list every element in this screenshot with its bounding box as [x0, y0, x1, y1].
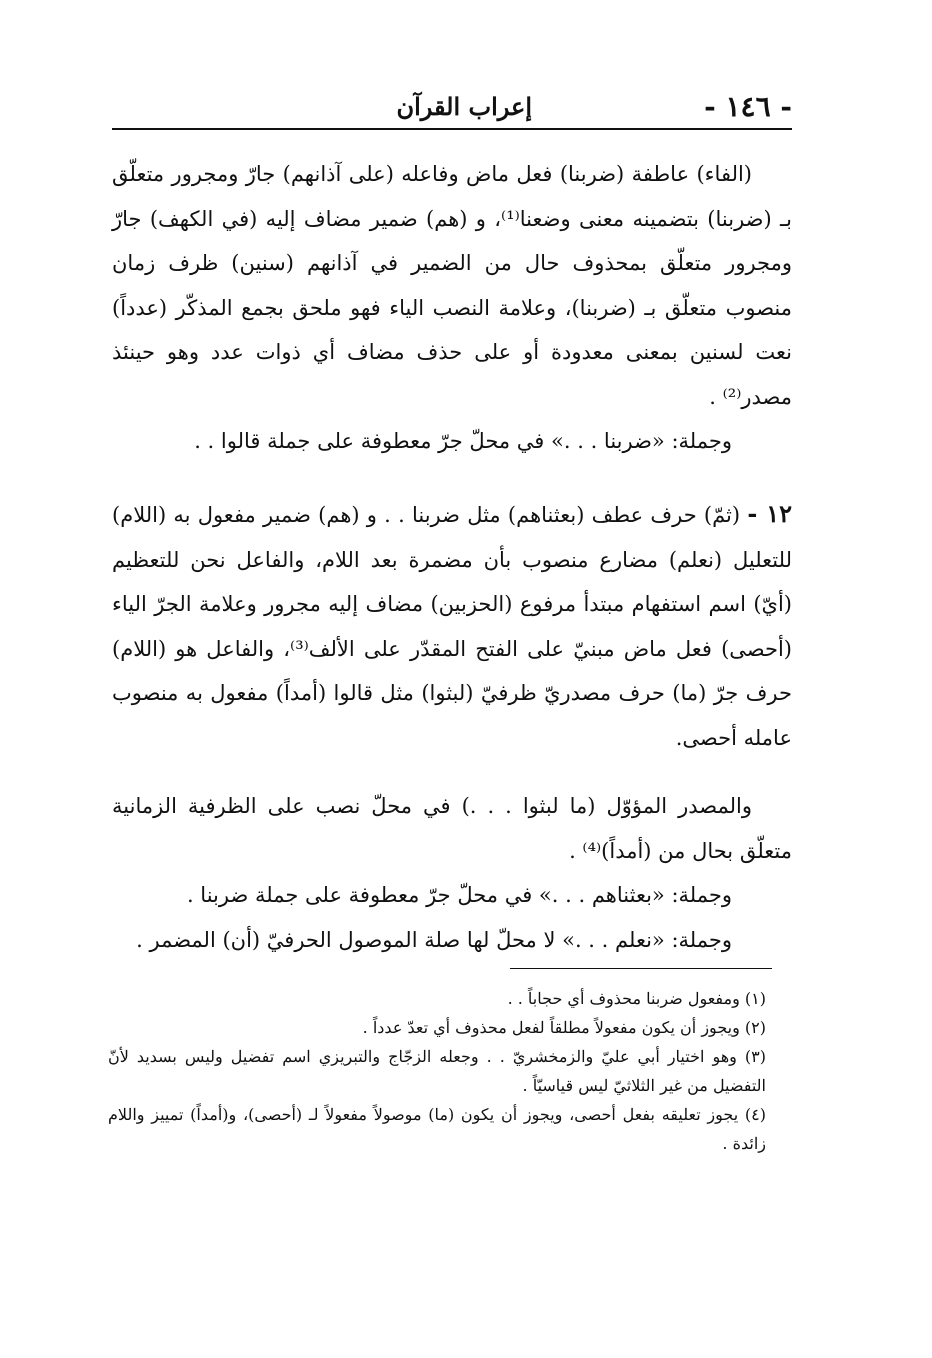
footnote: (٤) يجوز تعليقه بفعل أحصى، ويجوز أن يكون (ما) موصولاً مفعولاً لـ (أحصى)، و(أمداً) تمييز واللام زائدة .: [108, 1105, 766, 1153]
main-text-block-2: [112, 492, 792, 760]
verse-12-paragraph: [112, 492, 792, 760]
footnote-divider: [510, 968, 772, 969]
footnote: (٣) وهو اختيار أبي عليّ والزمخشريّ . . وجعله الزجّاج والتبريزي اسم تفضيل وليس بسديد لأنّ التفضيل من غير الثلاثيّ ليس قياسيّاً .: [108, 1047, 767, 1095]
verse-number: ١٢ -: [747, 499, 792, 528]
footnote: (١) ومفعول ضربنا محذوف أي حجاباً . .: [507, 989, 766, 1008]
main-text-block-1: [112, 152, 792, 464]
sentence-note: وجملة: «نعلم . . .» لا محلّ لها صلة الموصول الحرفيّ (أن) المضمر .: [136, 927, 732, 952]
paragraph: (الفاء) عاطفة (ضربنا) فعل ماض وفاعله (على آذانهم) جارّ ومجرور متعلّق بـ (ضربنا) بتضمينه معنى وضعنا⁽¹⁾، و (هم) ضمير مضاف إليه (في الكهف) جارّ ومجرور متعلّق بمحذوف حال من الضمير في آذانهم (سنين) ظرف زمان منصوب متعلّق بـ (ضربنا)، وعلامة النصب الياء فهو ملحق بجمع المذكّر (عدداً) نعت لسنين بمعنى معدودة أو على حذف مضاف أي ذوات عدد وهو حينئذ مصدر⁽²⁾ .: [112, 162, 793, 409]
footnotes: [108, 984, 794, 1158]
page-header: [112, 86, 792, 130]
paragraph: والمصدر المؤوّل (ما لبثوا . . .) في محلّ نصب على الظرفية الزمانية متعلّق بحال من (أمداً)⁽⁴⁾ .: [112, 794, 792, 863]
sentence-note: وجملة: «ضربنا . . .» في محلّ جرّ معطوفة على جملة قالوا . .: [194, 429, 732, 453]
page-number: - ١٤٦ -: [704, 90, 792, 123]
verse-12-text: (ثمّ) حرف عطف (بعثناهم) مثل ضربنا . . و (هم) ضمير مفعول به (اللام) للتعليل (نعلم) مضارع منصوب بأن مضمرة بعد اللام، والفاعل نحن للتعظيم (أيّ) اسم استفهام مبتدأ مرفوع (الحزبين) مضاف إليه مجرور وعلامة الجرّ الياء (أحصى) فعل ماض مبنيّ على الفتح المقدّر على الألف⁽³⁾، والفاعل هو (اللام) حرف جرّ (ما) حرف مصدريّ ظرفيّ (لبثوا) مثل قالوا (أمداً) مفعول به منصوب عامله أحصى.: [112, 503, 792, 750]
main-text-block-3: [112, 784, 792, 962]
sentence-note: وجملة: «بعثناهم . . .» في محلّ جرّ معطوفة على جملة ضربنا .: [186, 883, 732, 907]
running-title: إعراب القرآن: [396, 92, 532, 121]
footnote: (٢) ويجوز أن يكون مفعولاً مطلقاً لفعل محذوف أي تعدّ عدداً .: [362, 1018, 766, 1037]
